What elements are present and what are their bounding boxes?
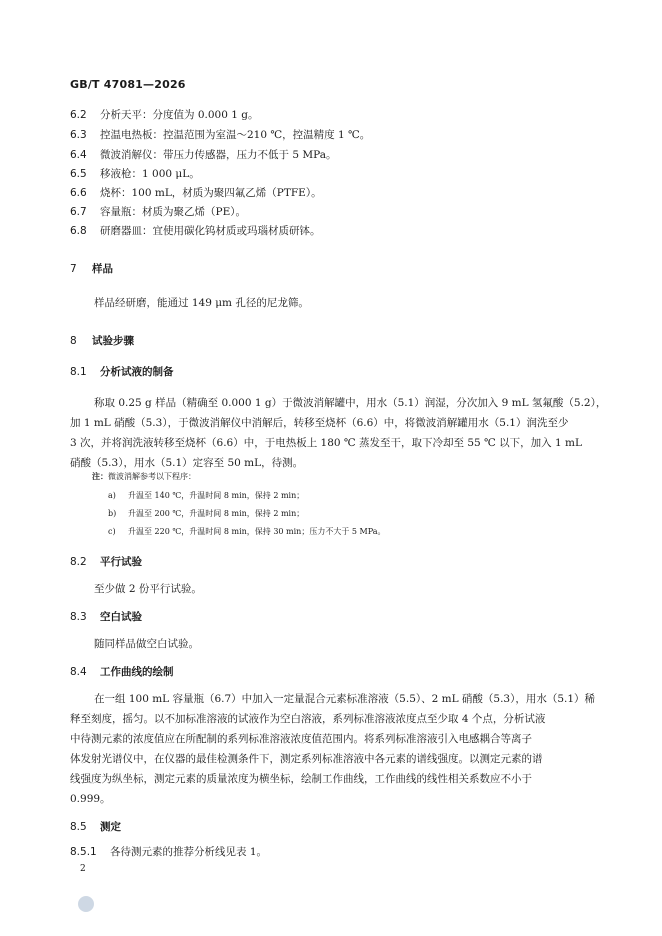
subsection-heading	[70, 555, 142, 569]
apparatus-item	[70, 108, 258, 122]
note-item	[108, 526, 386, 538]
paragraph: 随同样品做空白试验。	[94, 638, 199, 650]
section-number: 7	[70, 263, 77, 275]
note-item-text: 升温至 140 ℃，升温时间 8 min，保持 2 min；	[128, 491, 305, 500]
paragraph-line: 线强度为纵坐标，测定元素的质量浓度为横坐标，绘制工作曲线，工作曲线的线性相关系数应不小于	[70, 773, 532, 785]
apparatus-item	[70, 205, 246, 219]
section-title: 测定	[100, 821, 121, 833]
paragraph: 至少做 2 份平行试验。	[94, 583, 202, 595]
watermark-logo-icon	[78, 896, 94, 912]
clause-number: 6.4	[70, 149, 87, 161]
paragraph-line: 中待测元素的浓度值应在所配制的系列标准溶液浓度值范围内。将系列标准溶液引入电感耦合等离子	[70, 733, 532, 745]
section-number: 8.3	[70, 611, 87, 623]
note-item-label: c)	[108, 527, 116, 536]
standard-number: GB/T 47081—2026	[70, 78, 186, 91]
clause-text: 控温电热板：控温范围为室温～210 ℃，控温精度 1 ℃。	[100, 129, 371, 141]
clause-text: 微波消解仪：带压力传感器，压力不低于 5 MPa。	[100, 149, 337, 161]
clause-text: 移液枪：1 000 μL。	[100, 168, 200, 180]
section-number: 8.4	[70, 666, 87, 678]
section-number: 8	[70, 335, 77, 347]
paragraph-line: 0.999。	[70, 793, 111, 805]
paragraph-line: 3 次，并将润洗液转移至烧杯（6.6）中，于电热板上 180 ℃ 蒸发至干，取下冷却至 55 ℃ 以下，加入 1 mL	[70, 437, 582, 449]
apparatus-item	[70, 167, 200, 181]
clause-text: 各待测元素的推荐分析线见表 1。	[110, 846, 268, 858]
clause-number: 6.6	[70, 187, 87, 199]
section-heading	[70, 262, 113, 276]
section-number: 8.1	[70, 366, 87, 378]
subsection-heading	[70, 820, 121, 834]
apparatus-item	[70, 148, 336, 162]
clause-text: 容量瓶：材质为聚乙烯（PE）。	[100, 206, 246, 218]
note-item-label: b)	[108, 509, 117, 518]
section-heading	[70, 334, 134, 348]
subsection-heading	[70, 610, 142, 624]
paragraph-line: 在一组 100 mL 容量瓶（6.7）中加入一定量混合元素标准溶液（5.5）、2 mL 硝酸（5.3），用水（5.1）稀	[94, 693, 596, 705]
section-number: 8.2	[70, 556, 87, 568]
section-title: 空白试验	[100, 611, 142, 623]
apparatus-item	[70, 186, 322, 200]
clause-number: 8.5.1	[70, 846, 97, 858]
note-text: 微波消解参考以下程序：	[108, 472, 196, 481]
clause-number: 6.3	[70, 129, 87, 141]
paragraph-line: 体发射光谱仪中，在仪器的最佳检测条件下，测定系列标准溶液中各元素的谱线强度。以测定元素的谱	[70, 753, 543, 765]
clause-text: 分析天平：分度值为 0.000 1 g。	[100, 109, 259, 121]
clause	[70, 845, 267, 859]
clause-number: 6.8	[70, 225, 87, 237]
note	[92, 471, 196, 483]
subsection-heading	[70, 665, 174, 679]
subsection-heading	[70, 365, 174, 379]
clause-text: 研磨器皿：宜使用碳化钨材质或玛瑙材质研钵。	[100, 225, 321, 237]
page-number: 2	[80, 864, 86, 874]
section-title: 工作曲线的绘制	[100, 666, 174, 678]
section-title: 平行试验	[100, 556, 142, 568]
note-item-text: 升温至 200 ℃，升温时间 8 min，保持 2 min；	[128, 509, 305, 518]
note-item	[108, 490, 304, 502]
paragraph-line: 称取 0.25 g 样品（精确至 0.000 1 g）于微波消解罐中，用水（5.1）润湿，分次加入 9 mL 氢氟酸（5.2），	[94, 397, 607, 409]
paragraph-line: 硝酸（5.3），用水（5.1）定容至 50 mL，待测。	[70, 457, 304, 469]
paragraph: 样品经研磨，能通过 149 μm 孔径的尼龙筛。	[94, 297, 309, 309]
apparatus-item	[70, 224, 321, 238]
note-item	[108, 508, 304, 520]
apparatus-item	[70, 128, 370, 142]
note-label: 注：	[92, 472, 108, 481]
clause-number: 6.7	[70, 206, 87, 218]
paragraph-line: 释至刻度，摇匀。以不加标准溶液的试液作为空白溶液，系列标准溶液浓度点至少取 4 个点，分析试液	[70, 713, 546, 725]
note-item-label: a)	[108, 491, 116, 500]
section-title: 分析试液的制备	[100, 366, 174, 378]
clause-text: 烧杯：100 mL，材质为聚四氟乙烯（PTFE）。	[100, 187, 322, 199]
section-title: 样品	[92, 263, 113, 275]
section-number: 8.5	[70, 821, 87, 833]
note-item-text: 升温至 220 ℃，升温时间 8 min，保持 30 min；压力不大于 5 MPa。	[128, 527, 386, 536]
paragraph-line: 加 1 mL 硝酸（5.3），于微波消解仪中消解后，转移至烧杯（6.6）中，将微波消解罐用水（5.1）润洗至少	[70, 417, 569, 429]
clause-number: 6.5	[70, 168, 87, 180]
section-title: 试验步骤	[92, 335, 134, 347]
clause-number: 6.2	[70, 109, 87, 121]
